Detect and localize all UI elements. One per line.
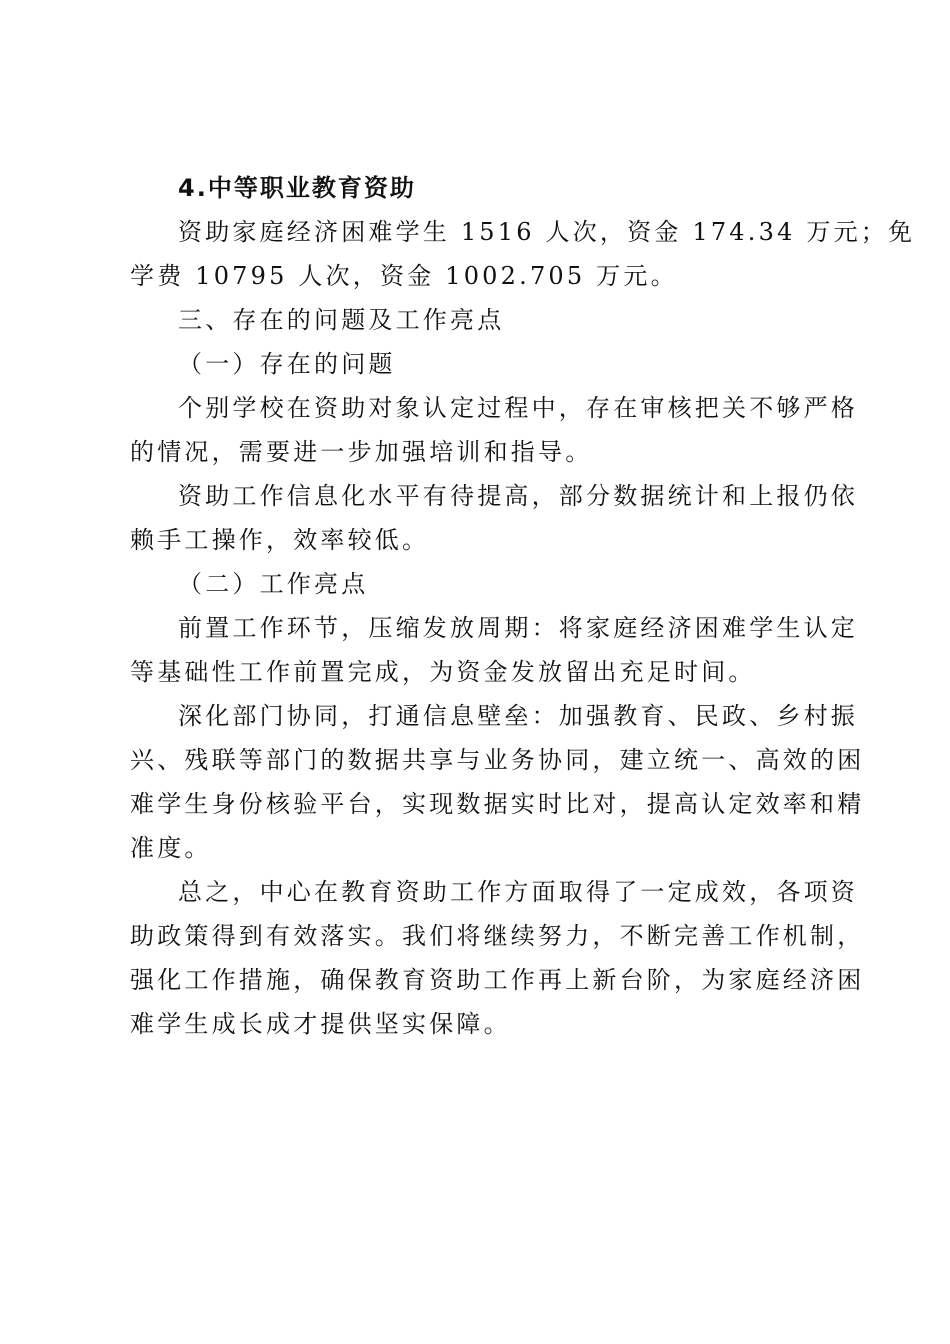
- paragraph-line: 深化部门协同，打通信息壁垒：加强教育、民政、乡村振: [178, 702, 858, 730]
- paragraph-line: 兴、残联等部门的数据共享与业务协同，建立统一、高效的困: [130, 746, 865, 774]
- paragraph-line: 前置工作环节，压缩发放周期：将家庭经济困难学生认定: [178, 614, 858, 642]
- paragraph-line: 助政策得到有效落实。我们将继续努力，不断完善工作机制，: [130, 922, 865, 950]
- problem-one-paragraph: [130, 386, 858, 474]
- paragraph-line: 总之，中心在教育资助工作方面取得了一定成效，各项资: [178, 878, 858, 906]
- paragraph-line: 资助家庭经济困难学生 1516 人次，资金 174.34 万元；免: [178, 218, 916, 246]
- highlights-subheading: （二）工作亮点: [178, 570, 369, 598]
- paragraph-line: 难学生身份核验平台，实现数据实时比对，提高认定效率和精: [130, 790, 865, 818]
- paragraph-line: 难学生成长成才提供坚实保障。: [130, 1010, 511, 1038]
- paragraph-line: 的情况，需要进一步加强培训和指导。: [130, 438, 593, 466]
- conclusion-paragraph: [130, 870, 865, 1046]
- problem-two-paragraph: [130, 474, 858, 562]
- paragraph-line: 赖手工操作，效率较低。: [130, 526, 430, 554]
- paragraph-line: 学费 10795 人次，资金 1002.705 万元。: [130, 262, 678, 290]
- paragraph-line: 强化工作措施，确保教育资助工作再上新台阶，为家庭经济困: [130, 966, 865, 994]
- highlight-two-paragraph: [130, 694, 865, 870]
- paragraph-line: 个别学校在资助对象认定过程中，存在审核把关不够严格: [178, 394, 858, 422]
- problems-subheading: （一）存在的问题: [178, 350, 396, 378]
- document-page: [130, 166, 916, 1046]
- highlight-one-paragraph: [130, 606, 858, 694]
- paragraph-line: 等基础性工作前置完成，为资金发放留出充足时间。: [130, 658, 756, 686]
- vocational-aid-paragraph: [130, 210, 916, 298]
- section-heading: 4.中等职业教育资助: [178, 174, 416, 202]
- paragraph-line: 资助工作信息化水平有待提高，部分数据统计和上报仍依: [178, 482, 858, 510]
- section-three-heading: 三、存在的问题及工作亮点: [178, 306, 505, 334]
- paragraph-line: 准度。: [130, 834, 212, 862]
